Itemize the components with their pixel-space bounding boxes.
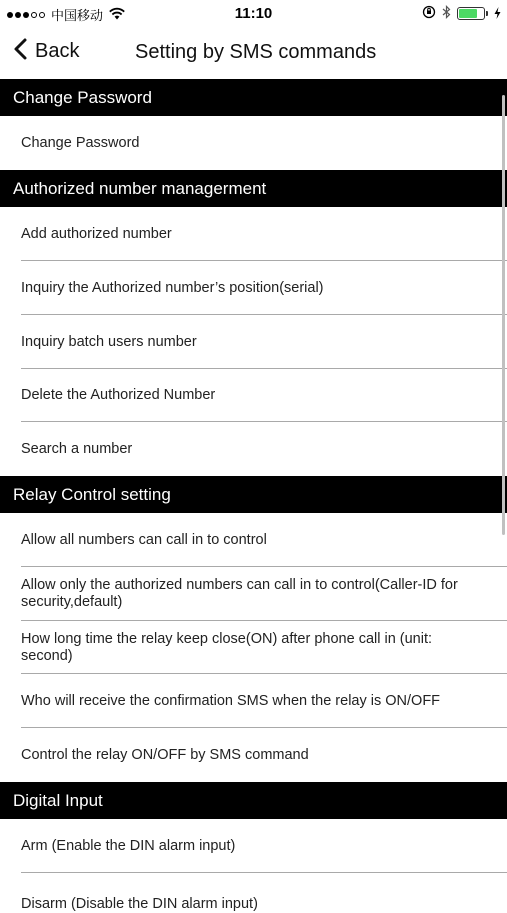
list-item-label: Inquiry the Authorized number’s position(serial) xyxy=(21,279,324,296)
back-label: Back xyxy=(35,40,80,62)
list-item[interactable] xyxy=(0,873,507,913)
list-item-label: Add authorized number xyxy=(21,225,172,242)
carrier-name: 中国移动 xyxy=(51,8,104,23)
page-title: Setting by SMS commands xyxy=(135,41,377,63)
list-item[interactable] xyxy=(0,819,507,873)
list-item[interactable] xyxy=(0,728,507,782)
list-item-label: Search a number xyxy=(21,440,133,457)
orientation-lock-icon xyxy=(422,5,436,22)
settings-list xyxy=(0,79,507,913)
status-bar xyxy=(0,0,507,28)
list-item-label: Inquiry batch users number xyxy=(21,333,197,350)
list-item[interactable] xyxy=(0,674,507,728)
section-header-authorized-number: Authorized number managerment xyxy=(0,170,507,207)
list-item[interactable] xyxy=(0,116,507,170)
section-header-digital-input: Digital Input xyxy=(0,782,507,819)
scrollbar[interactable] xyxy=(502,95,505,535)
list-item[interactable] xyxy=(0,261,507,315)
list-item[interactable] xyxy=(0,207,507,261)
list-item[interactable] xyxy=(0,369,507,422)
navigation-bar xyxy=(0,28,507,78)
bluetooth-icon xyxy=(442,5,451,22)
list-item-label: Allow all numbers can call in to control xyxy=(21,531,267,548)
list-item-label: Control the relay ON/OFF by SMS command xyxy=(21,746,309,763)
list-item-label: Who will receive the confirmation SMS when the relay is ON/OFF xyxy=(21,692,441,709)
battery-icon xyxy=(457,7,488,20)
list-item[interactable] xyxy=(0,513,507,567)
status-right xyxy=(422,5,501,22)
list-item-label: Change Password xyxy=(21,134,140,151)
list-item-label: Delete the Authorized Number xyxy=(21,387,216,403)
section-header-change-password: Change Password xyxy=(0,79,507,116)
list-item-label: Arm (Enable the DIN alarm input) xyxy=(21,837,236,854)
section-header-relay-control: Relay Control setting xyxy=(0,476,507,513)
list-item-label: Allow only the authorized numbers can call in to control(Caller-ID for security,default) xyxy=(21,577,458,610)
back-button[interactable] xyxy=(14,38,79,65)
list-item[interactable] xyxy=(0,567,507,621)
charging-icon xyxy=(494,6,501,22)
status-time: 11:10 xyxy=(234,5,273,22)
chevron-left-icon xyxy=(14,38,27,65)
list-item[interactable] xyxy=(0,315,507,369)
list-item[interactable] xyxy=(0,621,507,674)
list-item-label: Disarm (Disable the DIN alarm input) xyxy=(21,896,258,912)
list-item[interactable] xyxy=(0,422,507,476)
list-item-label: How long time the relay keep close(ON) after phone call in (unit: second) xyxy=(21,630,433,664)
